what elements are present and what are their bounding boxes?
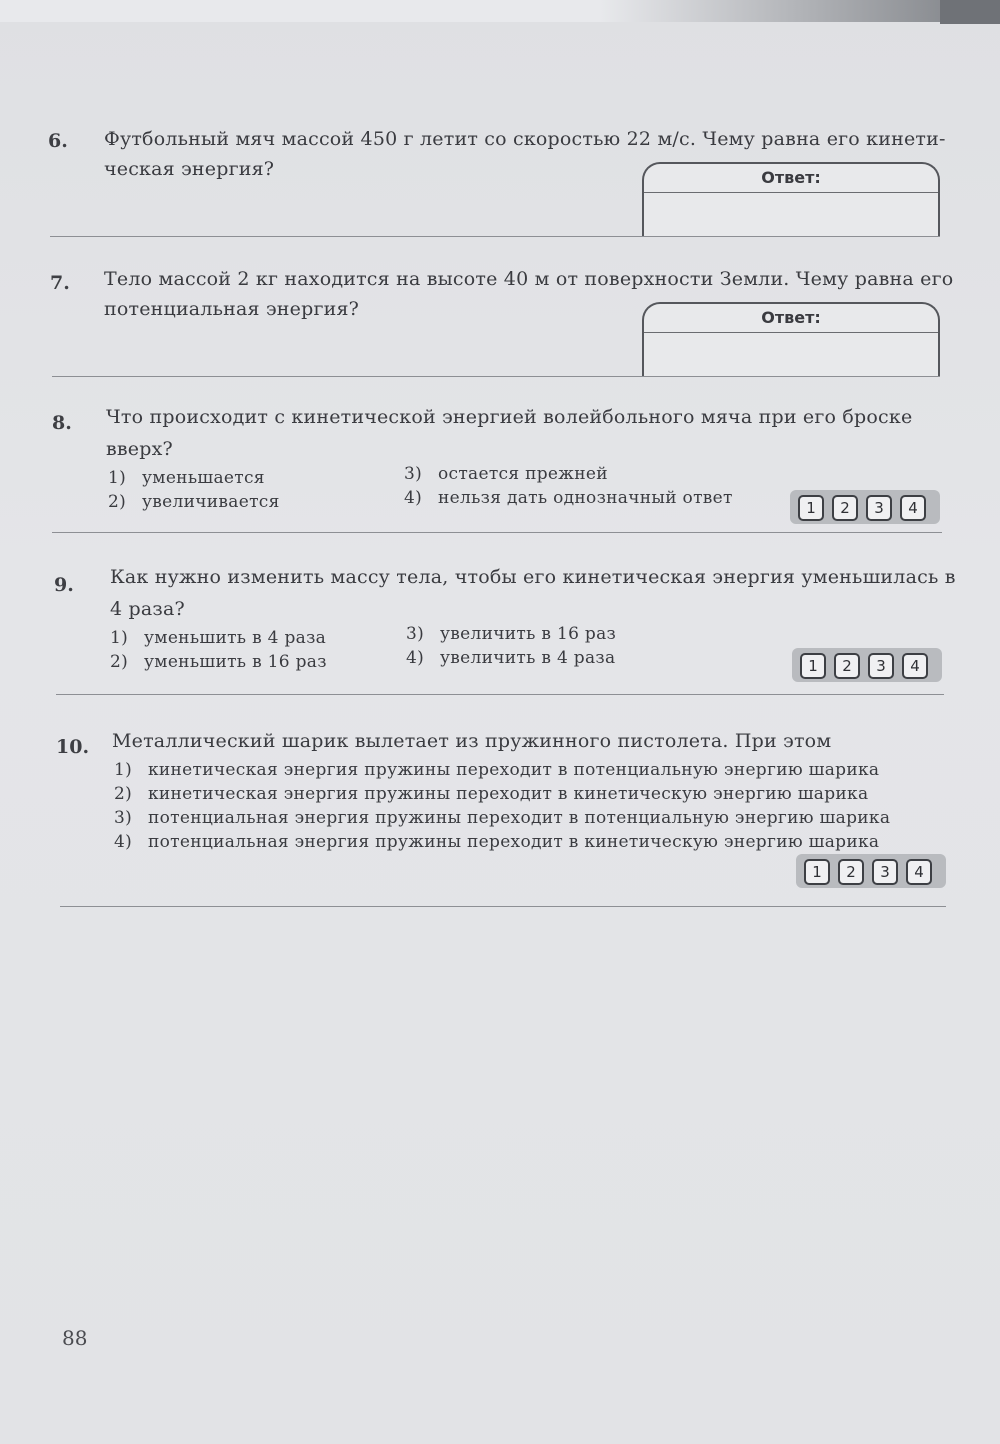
answer-box[interactable]	[642, 162, 940, 236]
option-number: 1)	[114, 760, 133, 780]
question-line-2: 4 раза?	[110, 598, 185, 620]
task-number: 7.	[50, 272, 70, 294]
option-text: уменьшается	[142, 468, 265, 488]
top-edge-dark	[940, 0, 1000, 24]
option-text: уменьшить в 4 раза	[144, 628, 327, 648]
question-line-2: потенциальная энергия?	[104, 298, 360, 320]
option-text: потенциальная энергия пружины переходит в кинетическую энергию шарика	[148, 832, 880, 852]
option-number: 4)	[406, 648, 425, 668]
page-number: 88	[62, 1326, 88, 1350]
question-line-1: Как нужно изменить массу тела, чтобы его кинетическая энергия уменьшилась в	[110, 566, 956, 588]
question-line-1: Тело массой 2 кг находится на высоте 40 м от поверхности Земли. Чему равна его	[104, 268, 954, 290]
choice-box-3[interactable]: 3	[868, 653, 894, 679]
option-number: 1)	[108, 468, 127, 488]
choice-box-1[interactable]: 1	[804, 859, 830, 885]
task-number: 9.	[54, 574, 74, 596]
choice-box-4[interactable]: 4	[906, 859, 932, 885]
answer-choice-strip	[792, 648, 942, 682]
option-number: 4)	[114, 832, 133, 852]
option-2	[110, 652, 327, 672]
task-number: 6.	[48, 130, 68, 152]
option-number: 1)	[110, 628, 129, 648]
top-edge-shadow	[0, 0, 1000, 22]
option-3	[406, 624, 616, 644]
question-line-1: Футбольный мяч массой 450 г летит со скоростью 22 м/с. Чему равна его кинети-	[104, 128, 946, 150]
option-text: потенциальная энергия пружины переходит в потенциальную энергию шарика	[148, 808, 891, 828]
option-2	[114, 784, 868, 804]
choice-box-4[interactable]: 4	[900, 495, 926, 521]
option-1	[114, 760, 879, 780]
option-1	[110, 628, 326, 648]
choice-box-2[interactable]: 2	[832, 495, 858, 521]
option-text: остается прежней	[438, 464, 608, 484]
option-text: увеличивается	[142, 492, 280, 512]
task-number: 10.	[56, 736, 90, 758]
choice-box-2[interactable]: 2	[838, 859, 864, 885]
option-text: кинетическая энергия пружины переходит в потенциальную энергию шарика	[148, 760, 880, 780]
option-number: 3)	[404, 464, 423, 484]
choice-box-3[interactable]: 3	[866, 495, 892, 521]
answer-divider	[644, 192, 938, 193]
option-4	[404, 488, 733, 508]
option-text: уменьшить в 16 раз	[144, 652, 327, 672]
question-line-2: ческая энергия?	[104, 158, 275, 180]
separator-line	[60, 906, 946, 907]
option-1	[108, 468, 265, 488]
question-line-1: Металлический шарик вылетает из пружинного пистолета. При этом	[112, 730, 832, 752]
separator-line	[56, 694, 944, 695]
option-number: 2)	[114, 784, 133, 804]
option-text: увеличить в 4 раза	[440, 648, 616, 668]
answer-choice-strip	[790, 490, 940, 524]
choice-box-1[interactable]: 1	[800, 653, 826, 679]
option-number: 3)	[406, 624, 425, 644]
answer-divider	[644, 332, 938, 333]
option-2	[108, 492, 280, 512]
option-3	[114, 808, 890, 828]
option-number: 2)	[108, 492, 127, 512]
option-text: нельзя дать однозначный ответ	[438, 488, 733, 508]
option-number: 2)	[110, 652, 129, 672]
choice-box-4[interactable]: 4	[902, 653, 928, 679]
task-number: 8.	[52, 412, 72, 434]
answer-choice-strip	[796, 854, 946, 888]
option-3	[404, 464, 608, 484]
answer-box[interactable]	[642, 302, 940, 376]
option-4	[114, 832, 879, 852]
option-number: 4)	[404, 488, 423, 508]
choice-box-2[interactable]: 2	[834, 653, 860, 679]
option-number: 3)	[114, 808, 133, 828]
option-text: увеличить в 16 раз	[440, 624, 617, 644]
question-line-2: вверх?	[106, 438, 173, 460]
option-4	[406, 648, 615, 668]
separator-line	[52, 532, 942, 533]
answer-label: Ответ:	[761, 308, 821, 327]
option-text: кинетическая энергия пружины переходит в кинетическую энергию шарика	[148, 784, 869, 804]
separator-line	[50, 236, 940, 237]
separator-line	[52, 376, 940, 377]
question-line-1: Что происходит с кинетической энергией волейбольного мяча при его броске	[106, 406, 913, 428]
choice-box-3[interactable]: 3	[872, 859, 898, 885]
choice-box-1[interactable]: 1	[798, 495, 824, 521]
answer-label: Ответ:	[761, 168, 821, 187]
